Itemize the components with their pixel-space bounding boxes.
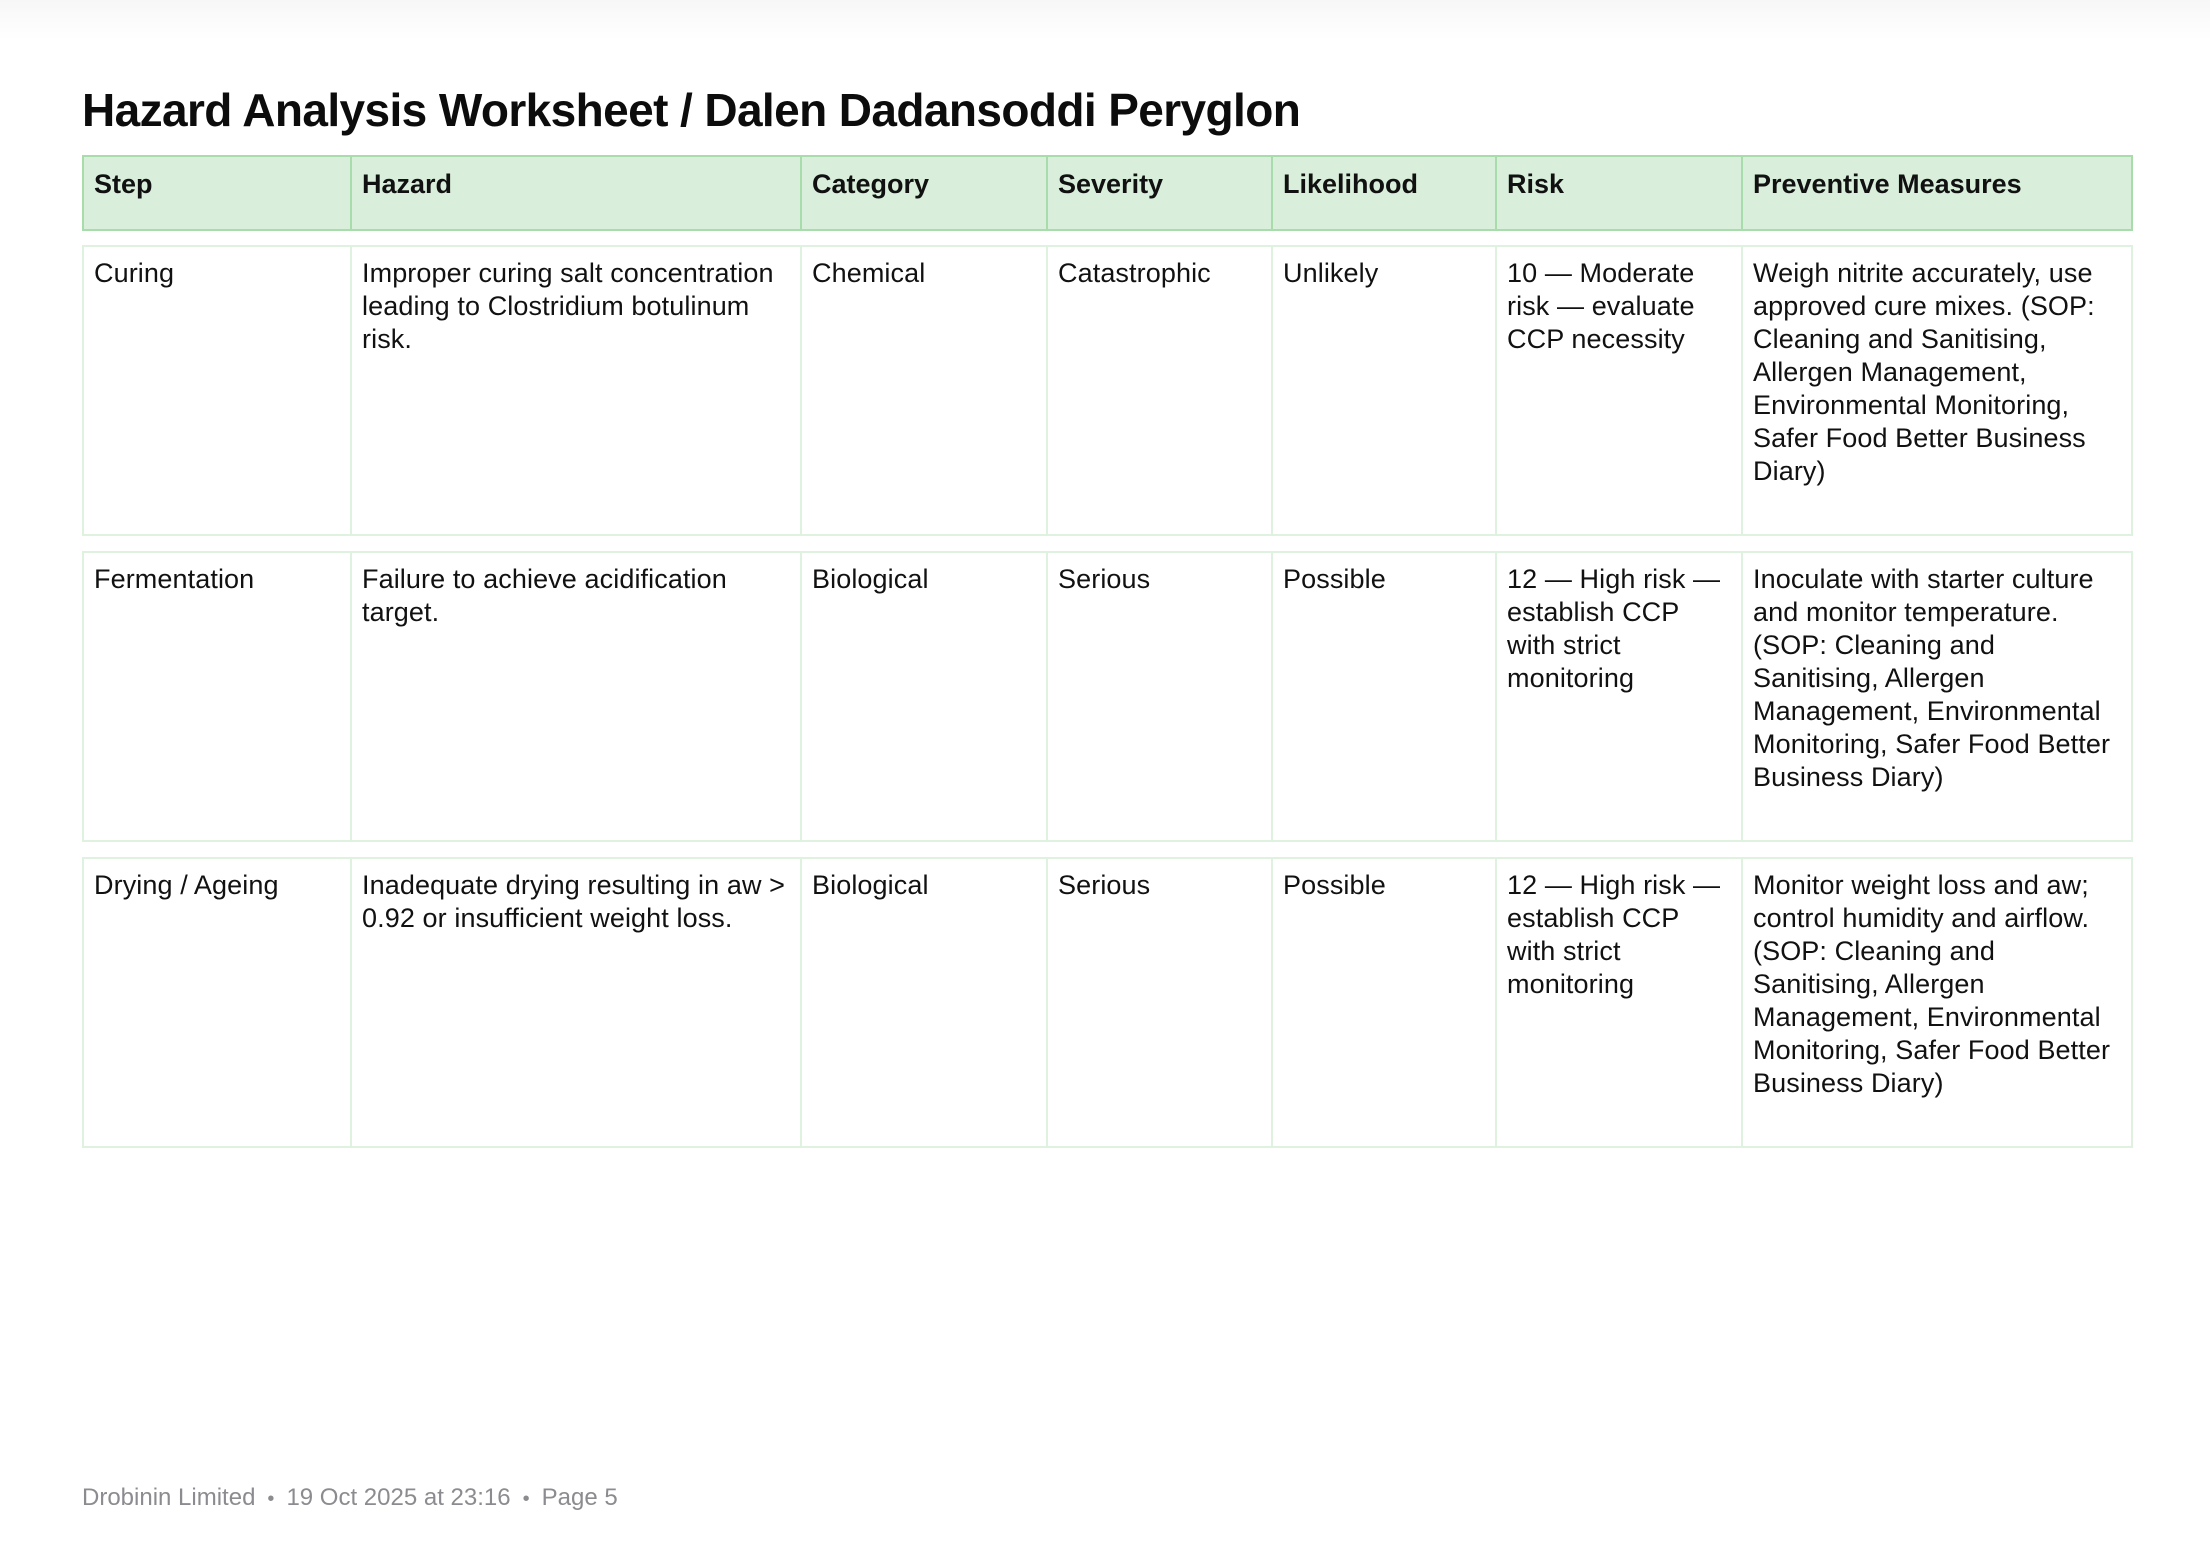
cell-likelihood: Unlikely: [1271, 247, 1495, 534]
table-row: [82, 245, 2133, 536]
cell-step: Fermentation: [94, 564, 255, 594]
column-header-category: Category: [800, 157, 1046, 229]
column-header-risk: Risk: [1495, 157, 1741, 229]
cell-preventive-measures: Monitor weight loss and aw; control humidity and airflow. (SOP: Cleaning and Sanitising, Allergen Management, Environmental Monitoring, Safer Food Better Business Diary): [1741, 859, 2135, 1146]
table-header: [82, 155, 2133, 231]
cell-preventive-measures: Inoculate with starter culture and monitor temperature. (SOP: Cleaning and Sanitising, Allergen Management, Environmental Monitoring, Safer Food Better Business Diary): [1741, 553, 2135, 840]
cell-category: Chemical: [800, 247, 1046, 534]
column-header-severity: Severity: [1046, 157, 1271, 229]
footer-timestamp: 19 Oct 2025 at 23:16: [286, 1484, 511, 1511]
footer-separator: •: [267, 1488, 275, 1510]
cell-category: Biological: [800, 859, 1046, 1146]
cell-hazard: Failure to achieve acidification target.: [350, 553, 800, 840]
cell-risk: 12 — High risk — establish CCP with strict monitoring: [1495, 859, 1741, 1146]
cell-risk: 12 — High risk — establish CCP with strict monitoring: [1495, 553, 1741, 840]
cell-hazard: Improper curing salt concentration leading to Clostridium botulinum risk.: [350, 247, 800, 534]
cell-hazard: Inadequate drying resulting in aw > 0.92 or insufficient weight loss.: [350, 859, 800, 1146]
cell-likelihood: Possible: [1271, 859, 1495, 1146]
table-row: [82, 857, 2133, 1148]
cell-severity: Catastrophic: [1046, 247, 1271, 534]
cell-preventive-measures: Weigh nitrite accurately, use approved cure mixes. (SOP: Cleaning and Sanitising, Allergen Management, Environmental Monitoring, Safer Food Better Business Diary): [1741, 247, 2135, 534]
page-title: Hazard Analysis Worksheet / Dalen Dadansoddi Peryglon: [82, 84, 1301, 136]
column-header-hazard: Hazard: [350, 157, 800, 229]
cell-step: Drying / Ageing: [94, 870, 279, 900]
cell-risk: 10 — Moderate risk — evaluate CCP necessity: [1495, 247, 1741, 534]
cell-severity: Serious: [1046, 553, 1271, 840]
cell-step: Curing: [94, 258, 175, 288]
footer-page-number: Page 5: [541, 1484, 618, 1511]
column-header-likelihood: Likelihood: [1271, 157, 1495, 229]
column-header-step: Step: [94, 169, 153, 199]
cell-likelihood: Possible: [1271, 553, 1495, 840]
table-row: [82, 551, 2133, 842]
page-footer: [82, 1480, 618, 1517]
column-header-preventive-measures: Preventive Measures: [1741, 157, 2135, 229]
cell-severity: Serious: [1046, 859, 1271, 1146]
cell-category: Biological: [800, 553, 1046, 840]
footer-separator: •: [522, 1488, 530, 1510]
footer-company: Drobinin Limited: [82, 1484, 256, 1511]
